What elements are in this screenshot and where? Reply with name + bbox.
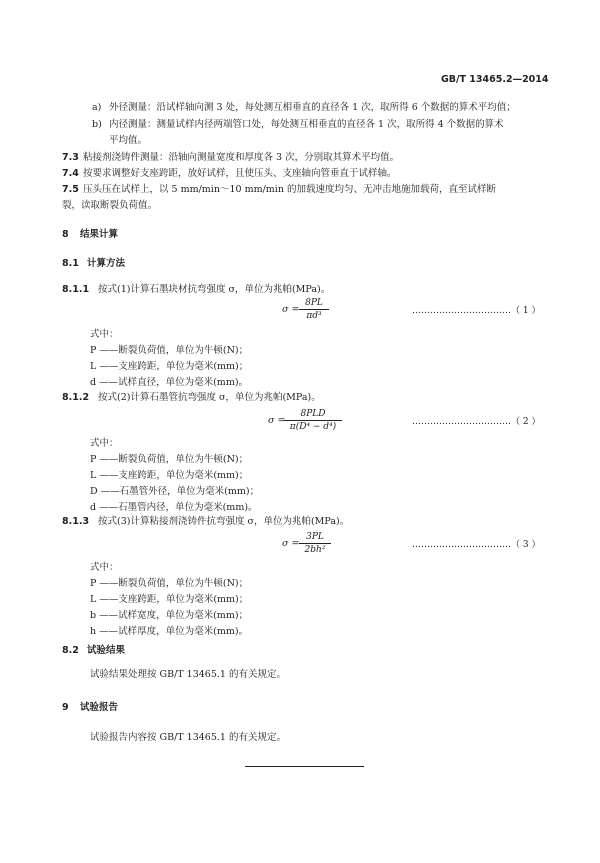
where-1-title: 式中： — [90, 329, 119, 340]
where-1-item: d ——试样直径，单位为毫米(mm)。 — [90, 377, 249, 388]
where-3-item: b ——试样宽度，单位为毫米(mm)； — [90, 610, 249, 621]
equation-1-numerator: 8PL — [299, 297, 329, 310]
equation-3-numerator: 3PL — [299, 531, 331, 544]
list-item-b-text: 内径测量：测量试样内径两端管口处，每处测互相垂直的直径各 1 次，取所得 4 个数据的算术 — [109, 119, 504, 130]
where-2-item: d ——石墨管内径，单位为毫米(mm)。 — [90, 502, 258, 513]
equation-3-fraction — [299, 531, 331, 556]
equation-3-denominator: 2bh² — [304, 545, 326, 555]
list-item-a-text: 外径测量：沿试样轴向测 3 处，每处测互相垂直的直径各 1 次，取所得 6 个数据的算术平均值； — [109, 102, 516, 113]
section-9-text: 试验报告内容按 GB/T 13465.1 的有关规定。 — [90, 732, 286, 743]
list-item-b-label: b) — [92, 119, 102, 130]
clause-8-1-1-number: 8.1.1 — [62, 284, 90, 295]
equation-2-numerator: 8PLD — [284, 408, 342, 421]
section-8-1-title: 计算方法 — [87, 258, 126, 269]
clause-8-1-3-number: 8.1.3 — [62, 516, 90, 527]
clause-8-1-3-text: 按式(3)计算粘接剂浇铸件抗弯强度 σ，单位为兆帕(MPa)。 — [98, 516, 350, 527]
equation-1-label: ……………………………（ 1 ） — [412, 306, 541, 316]
section-8-2-text: 试验结果处理按 GB/T 13465.1 的有关规定。 — [90, 669, 286, 680]
clause-7-3-number: 7.3 — [62, 152, 79, 163]
clause-8-1-2-text: 按式(2)计算石墨管抗弯强度 σ，单位为兆帕(MPa)。 — [98, 392, 321, 403]
where-3-item: h ——试样厚度，单位为毫米(mm)。 — [90, 626, 249, 637]
section-8-2-number: 8.2 — [62, 645, 79, 656]
equation-2-label: ……………………………（ 2 ） — [412, 417, 541, 427]
list-item-b-text-cont: 平均值。 — [109, 135, 148, 146]
equation-2-lhs: σ = — [268, 415, 286, 426]
clause-7-4-text: 按要求调整好支座跨距，放好试样，且使压头、支座轴向管垂直于试样轴。 — [83, 168, 397, 179]
clause-7-4-number: 7.4 — [62, 168, 79, 179]
where-3-item: P ——断裂负荷值，单位为牛顿(N)； — [90, 578, 249, 589]
clause-7-3-text: 粘接剂浇铸件测量：沿轴向测量宽度和厚度各 3 次，分别取其算术平均值。 — [83, 152, 400, 163]
end-of-document-rule — [245, 766, 364, 767]
section-8-2-title: 试验结果 — [87, 645, 126, 656]
where-3-title: 式中： — [90, 562, 119, 573]
where-1-item: P ——断裂负荷值，单位为牛顿(N)； — [90, 345, 249, 356]
equation-1-denominator: πd³ — [306, 311, 322, 321]
section-8-title: 结果计算 — [80, 229, 119, 240]
section-8-number: 8 — [62, 229, 69, 240]
where-3-item: L ——支座跨距，单位为毫米(mm)； — [90, 594, 249, 605]
where-2-item: L ——支座跨距，单位为毫米(mm)； — [90, 470, 249, 481]
equation-2-fraction — [284, 408, 342, 433]
section-8-1-number: 8.1 — [62, 258, 79, 269]
list-item-a-label: a) — [92, 102, 102, 113]
where-2-item: P ——断裂负荷值，单位为牛顿(N)； — [90, 454, 249, 465]
equation-1-lhs: σ = — [282, 304, 300, 315]
section-9-number: 9 — [62, 702, 69, 713]
equation-1-fraction — [299, 297, 329, 322]
where-2-item: D ——石墨管外径，单位为毫米(mm)； — [90, 486, 260, 497]
equation-2-denominator: π(D⁴ − d⁴) — [289, 422, 337, 432]
where-2-title: 式中： — [90, 438, 119, 449]
clause-7-5-text: 压头压在试样上，以 5 mm/min～10 mm/min 的加载速度均匀、无冲击地施加载荷，直至试样断 — [83, 184, 496, 195]
equation-3-lhs: σ = — [282, 538, 300, 549]
clause-7-5-number: 7.5 — [62, 184, 79, 195]
clause-8-1-2-number: 8.1.2 — [62, 392, 90, 403]
where-1-item: L ——支座跨距，单位为毫米(mm)； — [90, 361, 249, 372]
document-header: GB/T 13465.2—2014 — [441, 74, 549, 85]
section-9-title: 试验报告 — [80, 702, 119, 713]
equation-3-label: ……………………………（ 3 ） — [412, 540, 541, 550]
clause-8-1-1-text: 按式(1)计算石墨块材抗弯强度 σ，单位为兆帕(MPa)。 — [98, 284, 331, 295]
clause-7-5-text-cont: 裂，读取断裂负荷值。 — [62, 200, 158, 211]
